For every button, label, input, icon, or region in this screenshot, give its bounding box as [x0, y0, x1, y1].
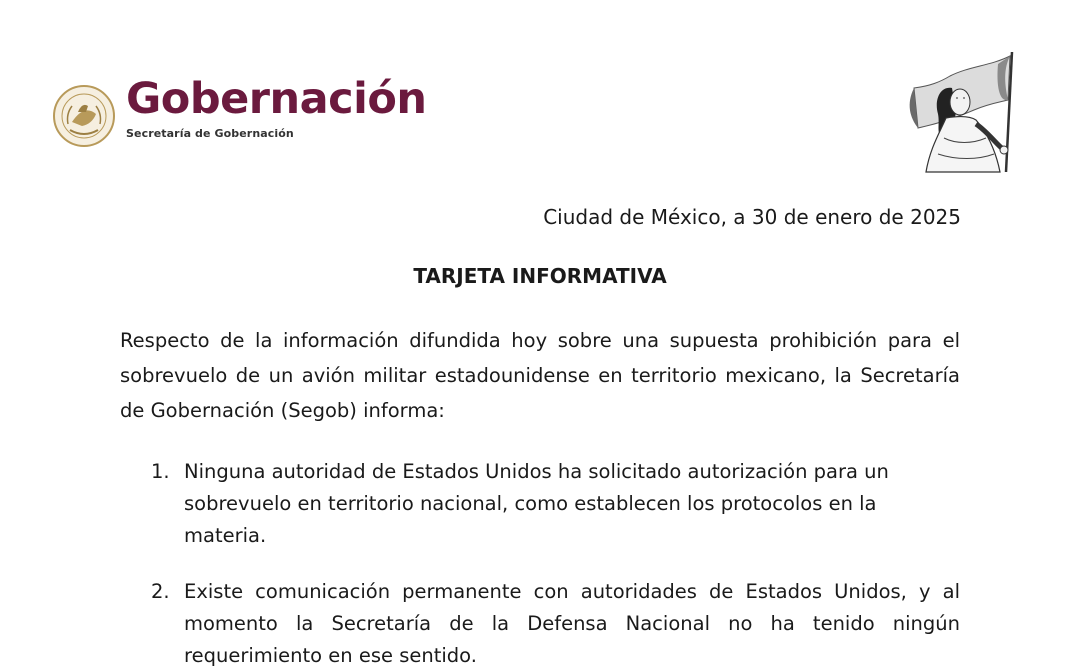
brand-title: Gobernación: [126, 74, 427, 124]
list-item-number: 2.: [151, 580, 170, 603]
date-line: Ciudad de México, a 30 de enero de 2025: [543, 205, 961, 229]
list-item: [120, 576, 960, 668]
intro-paragraph: Respecto de la información difundida hoy sobre una supuesta prohibición para el sobrevuelo de un avión militar estadounidense en territorio mexicano, la Secretaría de Gobernación (Segob) informa:: [120, 329, 960, 422]
document-title: TARJETA INFORMATIVA: [413, 264, 667, 288]
numbered-list: [120, 456, 960, 668]
list-item: [120, 456, 960, 552]
document-header: [0, 0, 1080, 190]
list-item-text: Ninguna autoridad de Estados Unidos ha solicitado autorización para un sobrevuelo en territorio nacional, como establecen los protocolos en la materia.: [184, 460, 889, 547]
heroine-flag-illustration: [900, 48, 1024, 176]
brand-block: [126, 74, 427, 140]
list-item-number: 1.: [151, 460, 170, 483]
brand-subtitle: Secretaría de Gobernación: [126, 127, 294, 140]
coat-of-arms-icon: [52, 84, 116, 148]
list-item-text: Existe comunicación permanente con autoridades de Estados Unidos, y al momento la Secretaría de la Defensa Nacional no ha tenido ningún requerimiento en ese sentido.: [184, 580, 960, 667]
